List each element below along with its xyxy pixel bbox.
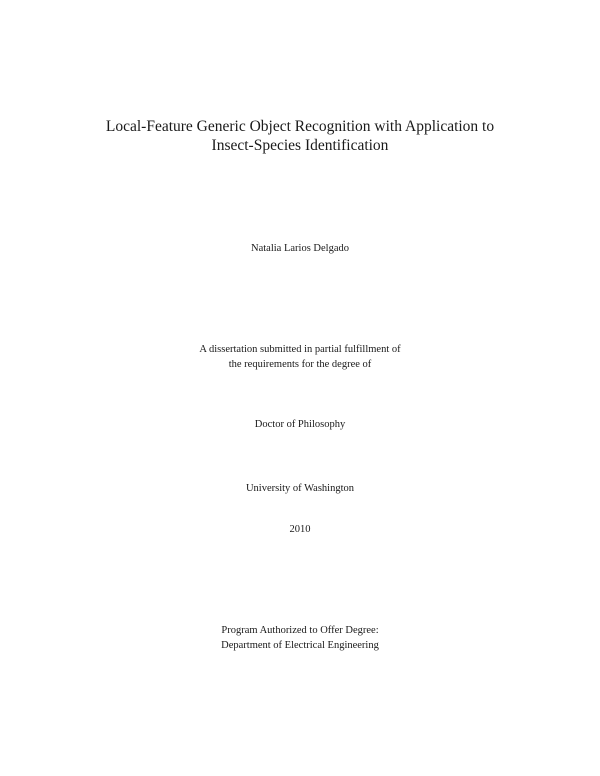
submission-statement <box>0 342 600 372</box>
program-authorization <box>0 623 600 653</box>
university-text: University of Washington <box>245 483 355 494</box>
degree-text: Doctor of Philosophy <box>254 419 346 430</box>
year-text: 2010 <box>289 524 311 535</box>
university-name <box>0 482 600 496</box>
statement-line-2: the requirements for the degree of <box>228 359 372 370</box>
title-line-2: Insect-Species Identification <box>211 137 389 154</box>
program-line-2: Department of Electrical Engineering <box>221 640 379 651</box>
degree-name <box>0 418 600 432</box>
submission-year <box>0 523 600 537</box>
program-line-1: Program Authorized to Offer Degree: <box>221 625 379 636</box>
author-text: Natalia Larios Delgado <box>251 243 349 254</box>
statement-line-1: A dissertation submitted in partial fulfillment of <box>199 344 401 355</box>
title-line-1: Local-Feature Generic Object Recognition with Application to <box>105 118 495 135</box>
dissertation-title <box>0 117 600 155</box>
author-name <box>0 242 600 256</box>
